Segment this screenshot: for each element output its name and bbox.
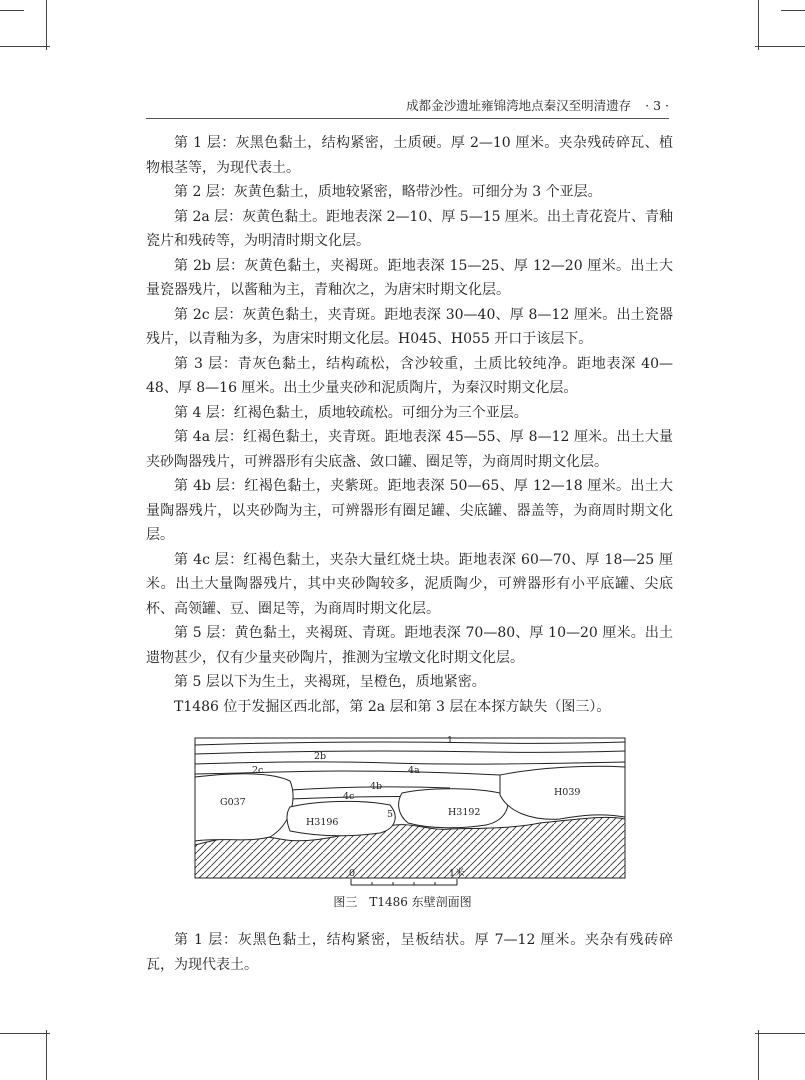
crop-mark [46, 1030, 47, 1080]
label-h3196: H3196 [306, 817, 339, 828]
label-g037: G037 [220, 797, 246, 808]
crop-mark [758, 0, 759, 50]
layer-2c-top [195, 762, 625, 764]
page-number: · 3 · [645, 98, 669, 113]
figure-caption: 图三 T1486 东壁剖面图 [333, 895, 472, 909]
label-layer-4a: 4a [408, 765, 420, 776]
paragraph-layer-2b: 第 2b 层：灰黄色黏土，夹褐斑。距地表深 15—25、厚 12—20 厘米。出土大量瓷器残片，以酱釉为主，青釉次之，为唐宋时期文化层。 [146, 257, 673, 298]
crop-mark [0, 46, 50, 47]
label-layer-1: 1 [447, 735, 454, 746]
crop-mark [0, 1033, 50, 1034]
crop-mark [781, 10, 805, 11]
running-header [146, 96, 669, 119]
label-layer-4b: 4b [370, 781, 383, 792]
label-layer-2b: 2b [314, 751, 327, 762]
scale-start-label: 0 [349, 868, 356, 879]
paragraph-tail-layer-1: 第 1 层：灰黑色黏土，结构紧密，呈板结状。厚 7—12 厘米。夹杂有残砖碎瓦，为现代表土。 [146, 932, 673, 973]
paragraph-layer-3: 第 3 层：青灰色黏土，结构疏松，含沙较重，土质比较纯净。距地表深 40—48、厚 8—16 厘米。出土少量夹砂和泥质陶片，为秦汉时期文化层。 [146, 355, 673, 396]
body-text [146, 131, 673, 719]
section-diagram [190, 733, 630, 883]
crop-mark [46, 0, 47, 50]
label-layer-4c: 4c [343, 791, 355, 802]
scale-end-label: 1米 [449, 868, 465, 879]
label-h3192: H3192 [448, 807, 481, 818]
paragraph-layer-4c: 第 4c 层：红褐色黏土，夹杂大量红烧土块。距地表深 60—70、厚 18—25 厘米。出土大量陶器残片，其中夹砂陶较多，泥质陶少，可辨器形有小平底罐、尖底杯、高领罐、豆、圈足等，为商周时期文化层。 [146, 551, 673, 617]
feature-h3196 [287, 801, 395, 835]
crop-mark [758, 1030, 759, 1080]
paragraph-layer-5: 第 5 层：黄色黏土，夹褐斑、青斑。距地表深 70—80、厚 10—20 厘米。出土遗物甚少，仅有少量夹砂陶片，推测为宝墩文化时期文化层。 [146, 625, 673, 666]
paragraph-layer-2: 第 2 层：灰黄色黏土，质地较紧密，略带沙性。可细分为 3 个亚层。 [174, 184, 602, 200]
crop-mark [755, 1033, 805, 1034]
layer-2b-top [195, 751, 625, 754]
paragraph-layer-4a: 第 4a 层：红褐色黏土，夹青斑。距地表深 45—55、厚 8—12 厘米。出土大量夹砂陶器残片，可辨器形有尖底盏、敛口罐、圈足等，为商周时期文化层。 [146, 429, 673, 470]
layer-1-line [195, 742, 625, 745]
label-h039: H039 [554, 787, 581, 798]
paragraph-layer-2c: 第 2c 层：灰黄色黏土，夹青斑。距地表深 30—40、厚 8—12 厘米。出土瓷器残片，以青釉为多，为唐宋时期文化层。H045、H055 开口于该层下。 [146, 306, 673, 347]
crop-mark [755, 46, 805, 47]
crop-mark [0, 10, 24, 11]
paragraph-t1486: T1486 位于发掘区西北部，第 2a 层和第 3 层在本探方缺失（图三）。 [174, 698, 611, 715]
label-layer-5: 5 [387, 809, 394, 820]
tail-text [146, 928, 673, 977]
paragraph-layer-4: 第 4 层：红褐色黏土，质地较疏松。可细分为三个亚层。 [174, 404, 528, 421]
paragraph-layer-2a: 第 2a 层：灰黄色黏土。距地表深 2—10、厚 5—15 厘米。出土青花瓷片、青釉瓷片和残砖等，为明清时期文化层。 [146, 208, 673, 249]
paragraph-layer-1: 第 1 层：灰黑色黏土，结构紧密，土质硬。厚 2—10 厘米。夹杂残砖碎瓦、植物根茎等，为现代表土。 [146, 135, 673, 176]
paragraph-layer-4b: 第 4b 层：红褐色黏土，夹紫斑。距地表深 50—65、厚 12—18 厘米。出土大量陶器残片，以夹砂陶为主，可辨器形有圈足罐、尖底罐、器盖等，为商周时期文化层。 [146, 478, 673, 543]
label-layer-2c: 2c [252, 765, 264, 776]
paragraph-subsoil: 第 5 层以下为生土，夹褐斑，呈橙色，质地紧密。 [174, 674, 486, 690]
running-title: 成都金沙遗址雍锦湾地点秦汉至明清遗存 [406, 98, 632, 113]
